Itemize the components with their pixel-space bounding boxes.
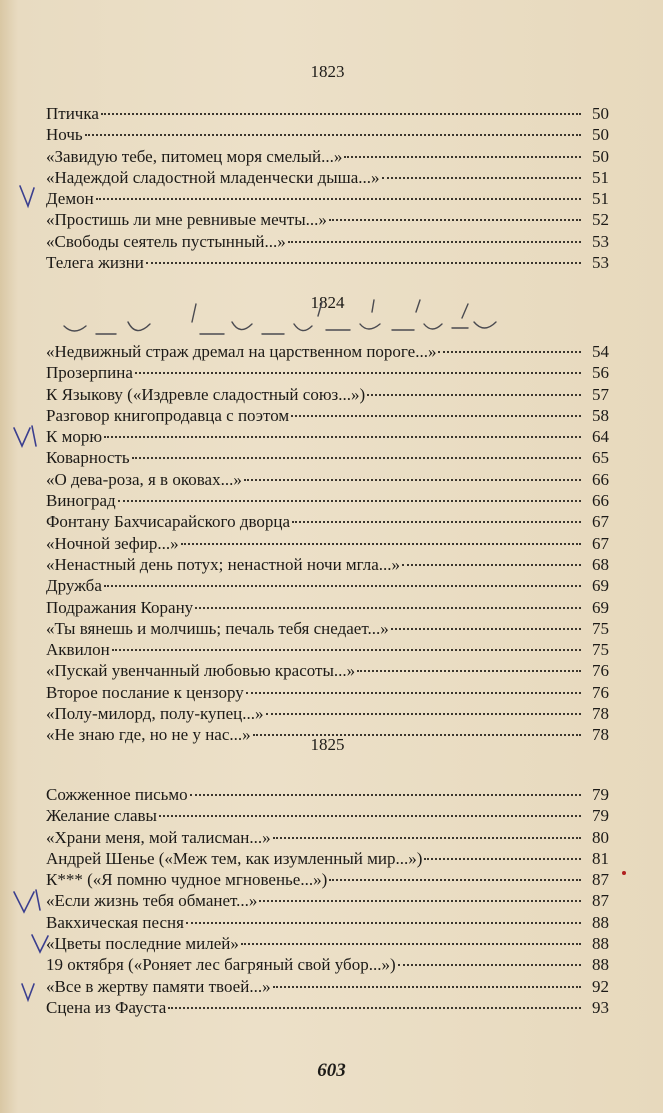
dot-leader [244,479,581,481]
toc-entry [46,597,609,618]
toc-entry [46,660,609,681]
dot-leader [382,177,581,179]
dot-leader [241,943,581,945]
toc-entry [46,827,609,848]
entry-title: Аквилон [46,640,110,660]
dot-leader [104,436,581,438]
entry-page-number: 76 [592,682,609,702]
entry-page-number: 65 [592,448,609,468]
dot-leader [246,692,581,694]
dot-leader [195,607,581,609]
toc-entry [46,848,609,869]
dot-leader [101,113,581,115]
checkmark-icon [22,984,34,1000]
ink-dot [622,871,626,875]
entry-title: «Надеждой сладостной младенчески дыша...» [46,167,380,187]
entry-page-number: 51 [592,167,609,187]
toc-list [46,103,609,273]
toc-entry [46,618,609,639]
dot-leader [181,543,581,545]
entry-title: Андрей Шенье («Меж тем, как изумленный мир...») [46,848,423,868]
toc-entry [46,252,609,273]
year-heading: 1823 [310,62,345,81]
entry-page-number: 66 [592,469,609,489]
entry-page-number: 50 [592,104,609,123]
entry-page-number: 50 [592,125,609,145]
entry-title: Фонтану Бахчисарайского дворца [46,512,291,532]
entry-title: «Все в жертву памяти твоей...» [46,976,271,996]
dot-leader [288,241,581,243]
checkmark-icon [20,186,34,206]
entry-title: Птичка [46,104,99,123]
entry-page-number: 53 [592,231,609,251]
entry-title: 19 октября («Роняет лес багряный свой убор...») [46,955,396,975]
entry-page-number: 54 [592,342,609,361]
entry-page-number: 69 [592,576,609,596]
entry-page-number: 75 [592,618,609,638]
page-number: 603 [317,1060,346,1081]
entry-page-number: 92 [592,976,609,996]
entry-page-number: 67 [592,512,609,532]
entry-page-number: 66 [592,491,609,511]
entry-title: Подражания Корану [46,597,194,617]
entry-title: Второе послание к цензору [46,682,244,702]
entry-title: «Простишь ли мне ревнивые мечты...» [46,210,327,230]
entry-page-number: 79 [592,806,609,826]
pen-checkmarks [14,186,48,1000]
toc-entry [46,167,609,188]
entry-title: К*** («Я помню чудное мгновенье...») [46,870,328,890]
toc-entry [46,124,609,145]
entry-page-number: 67 [592,533,609,553]
toc-entry [46,784,609,805]
entry-page-number: 51 [592,189,609,209]
checkmark-icon [14,426,36,446]
dot-leader [118,500,581,502]
dot-leader [438,351,581,353]
entry-page-number: 56 [592,363,609,383]
entry-title: Разговор книгопродавца с поэтом [46,405,290,425]
toc-entry [46,575,609,596]
entry-page-number: 50 [592,146,609,166]
entry-title: К Языкову («Издревле сладостный союз...») [46,384,366,404]
dot-leader [112,649,581,651]
entry-page-number: 75 [592,640,609,660]
toc-entry [46,209,609,230]
dot-leader [398,964,581,966]
dot-leader [402,564,581,566]
toc-entry [46,912,609,933]
toc-entry [46,639,609,660]
toc-entry [46,384,609,405]
entry-title: «Ты вянешь и молчишь; печаль тебя снедает...» [46,618,389,638]
entry-title: Вакхическая песня [46,912,184,932]
entry-title: «Пускай увенчанный любовью красоты...» [46,661,356,681]
entry-page-number: 88 [592,934,609,954]
toc-entry [46,805,609,826]
section-1824 [46,291,609,746]
year-heading: 1825 [310,735,345,754]
entry-page-number: 87 [592,870,609,890]
toc-list [46,784,609,1018]
entry-title: Прозерпина [46,363,133,383]
entry-page-number: 87 [592,891,609,911]
entry-page-number: 88 [592,912,609,932]
dot-leader [292,521,581,523]
entry-title: «Цветы последние милей» [46,934,239,954]
entry-page-number: 88 [592,955,609,975]
entry-page-number: 78 [592,725,609,745]
toc-entry [46,362,609,383]
entry-title: Сцена из Фауста [46,997,167,1017]
entry-page-number: 58 [592,405,609,425]
entry-page-number: 69 [592,597,609,617]
toc-entry [46,188,609,209]
entry-title: «Если жизнь тебя обманет...» [46,891,258,911]
entry-page-number: 78 [592,704,609,724]
entry-page-number: 93 [592,997,609,1017]
dot-leader [85,134,581,136]
entry-title: Дружба [46,576,102,596]
entry-title: «Ненастный день потух; ненастной ночи мгла...» [46,554,401,574]
toc-entry [46,231,609,252]
entry-page-number: 80 [592,827,609,847]
dot-leader [190,794,581,796]
toc-entry [46,490,609,511]
dot-leader [344,156,581,158]
dot-leader [273,986,581,988]
dot-leader [259,900,581,902]
toc-entry [46,976,609,997]
entry-title: «Не знаю где, но не у нас...» [46,725,251,745]
toc-entry [46,682,609,703]
checkmark-icon [14,890,40,912]
dot-leader [146,262,581,264]
dot-leader [159,815,581,817]
dot-leader [424,858,581,860]
entry-title: «Храни меня, мой талисман...» [46,827,271,847]
entry-title: «Ночной зефир...» [46,533,179,553]
entry-page-number: 53 [592,253,609,273]
section-1823 [46,60,609,273]
entry-page-number: 57 [592,384,609,404]
toc-entry [46,997,609,1018]
toc-entry [46,954,609,975]
entry-title: Ночь [46,125,83,145]
entry-page-number: 79 [592,785,609,804]
section-1825 [46,733,609,1018]
dot-leader [168,1007,581,1009]
toc-entry [46,533,609,554]
toc-entry [46,554,609,575]
dot-leader [266,713,582,715]
dot-leader [96,198,581,200]
dot-leader [329,879,581,881]
dot-leader [273,837,581,839]
toc-entry [46,703,609,724]
entry-page-number: 81 [592,848,609,868]
dot-leader [291,415,581,417]
toc-entry [46,341,609,362]
entry-page-number: 68 [592,554,609,574]
entry-title: Сожженное письмо [46,785,188,804]
entry-page-number: 76 [592,661,609,681]
entry-title: «Полу-милорд, полу-купец...» [46,704,264,724]
dot-leader [329,219,581,221]
entry-title: Желание славы [46,806,157,826]
entry-title: «Недвижный страж дремал на царственном пороге...» [46,342,437,361]
entry-title: Телега жизни [46,253,144,273]
year-heading: 1824 [310,293,345,312]
entry-title: «Свободы сеятель пустынный...» [46,231,286,251]
toc-entry [46,447,609,468]
dot-leader [367,394,581,396]
dot-leader [104,585,581,587]
entry-title: К морю [46,427,103,447]
dot-leader [135,372,581,374]
toc-entry [46,103,609,124]
toc-entry [46,405,609,426]
dot-leader [132,457,581,459]
toc-entry [46,146,609,167]
toc-entry [46,511,609,532]
entry-title: Коварность [46,448,130,468]
dot-leader [357,670,581,672]
entry-title: «О дева-роза, я в оковах...» [46,469,242,489]
entry-title: «Завидую тебе, питомец моря смелый...» [46,146,343,166]
entry-page-number: 52 [592,210,609,230]
toc-entry [46,869,609,890]
dot-leader [391,628,581,630]
entry-title: Демон [46,189,94,209]
entry-page-number: 64 [592,427,609,447]
toc-entry [46,933,609,954]
dot-leader [186,922,581,924]
toc-entry [46,890,609,911]
toc-entry [46,426,609,447]
toc-entry [46,469,609,490]
toc-list [46,341,609,746]
entry-title: Виноград [46,491,116,511]
